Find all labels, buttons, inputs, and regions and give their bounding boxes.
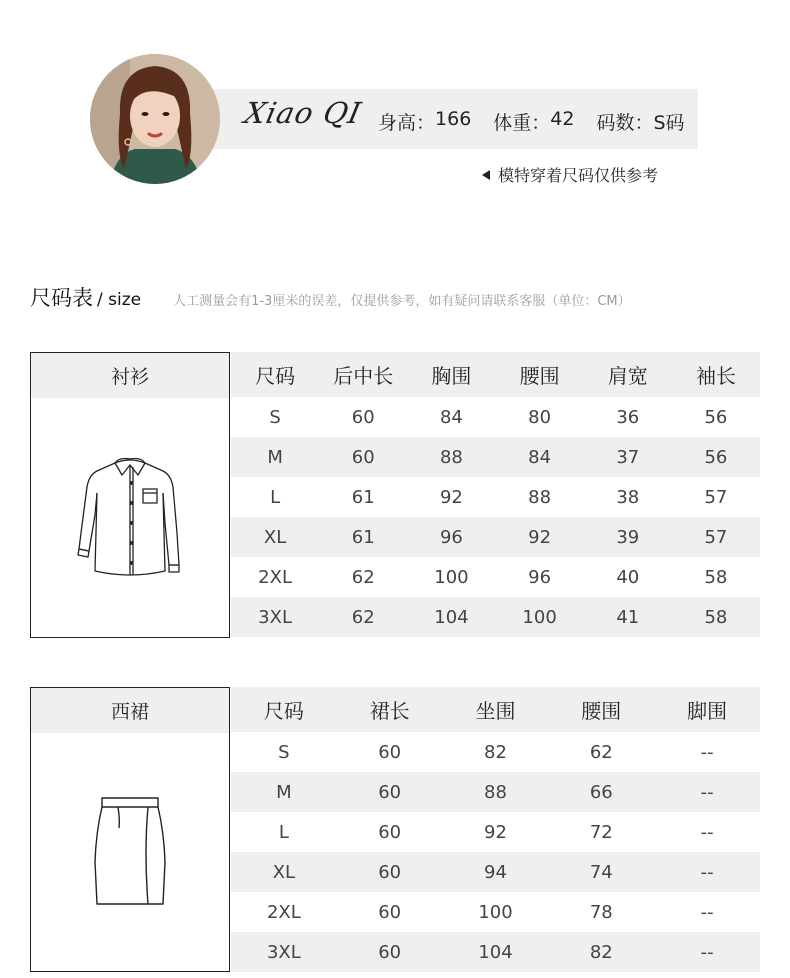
table-cell: 60	[351, 446, 375, 468]
table-row	[231, 597, 760, 637]
skirt-size-table	[231, 687, 760, 972]
table-cell: 2XL	[258, 566, 292, 588]
table-cell: 62	[589, 741, 613, 763]
table-cell: XL	[263, 526, 287, 548]
shirt-size-table	[231, 352, 760, 637]
skirt-card-title: 西裙	[31, 688, 229, 733]
size-hint: 人工测量会有1-3厘米的误差，仅提供参考，如有疑问请联系客服（单位：CM）	[173, 294, 631, 309]
table-cell: 92	[439, 486, 463, 508]
table-cell: L	[270, 486, 281, 508]
table-cell: 39	[616, 526, 640, 548]
table-cell: 60	[378, 901, 402, 923]
table-cell: 62	[351, 606, 375, 628]
table-row	[231, 892, 760, 932]
table-cell: 92	[528, 526, 552, 548]
table-cell: 56	[704, 406, 728, 428]
header-cell: 袖长	[695, 364, 736, 388]
table-row	[231, 397, 760, 437]
table-cell: 3XL	[258, 606, 292, 628]
table-cell: 92	[484, 821, 507, 843]
header-cell: 尺码	[263, 699, 304, 723]
table-cell: 62	[351, 566, 375, 588]
table-cell: 60	[378, 821, 402, 843]
header-cell: 后中长	[333, 364, 394, 388]
table-cell: 104	[478, 941, 513, 963]
stat-label: 体重：	[493, 112, 551, 134]
model-note	[482, 163, 658, 186]
header-cell: 胸围	[431, 364, 472, 388]
shirt-card-body	[31, 398, 229, 637]
skirt-icon	[90, 792, 170, 912]
table-cell: 104	[434, 606, 469, 628]
triangle-left-icon	[482, 170, 490, 180]
table-cell: 84	[439, 406, 463, 428]
table-cell: 61	[351, 526, 375, 548]
model-stats	[378, 108, 685, 135]
table-cell: 100	[434, 566, 469, 588]
model-stat-weight	[493, 108, 574, 135]
header-cell: 肩宽	[607, 364, 648, 388]
stat-label: 身高：	[378, 112, 436, 134]
table-cell: 96	[439, 526, 463, 548]
size-title-en: / size	[97, 290, 142, 310]
table-header-row	[231, 687, 760, 732]
table-cell: 56	[704, 446, 728, 468]
size-chart-title	[30, 282, 631, 312]
table-cell: 61	[351, 486, 375, 508]
table-cell: 38	[616, 486, 640, 508]
table-cell: M	[276, 781, 292, 803]
header-cell: 坐围	[475, 699, 516, 723]
shirt-card-title: 衬衫	[31, 353, 229, 398]
table-cell: 88	[484, 781, 507, 803]
table-cell: --	[700, 941, 714, 963]
table-cell: --	[700, 741, 714, 763]
table-cell: 96	[528, 566, 552, 588]
table-cell: 94	[484, 861, 507, 883]
table-cell: --	[700, 861, 714, 883]
header-cell: 脚围	[687, 699, 728, 723]
stat-label: 码数：	[596, 112, 654, 134]
table-cell: M	[267, 446, 283, 468]
shirt-card	[30, 352, 230, 638]
table-cell: 41	[616, 606, 640, 628]
table-cell: 60	[378, 861, 402, 883]
table-cell: 100	[522, 606, 557, 628]
header-cell: 裙长	[369, 699, 410, 723]
table-cell: L	[278, 821, 289, 843]
table-row	[231, 477, 760, 517]
table-cell: 60	[378, 941, 402, 963]
model-name: Xiao QI	[241, 96, 365, 130]
table-cell: 36	[616, 406, 640, 428]
table-cell: 60	[378, 781, 402, 803]
table-cell: 57	[704, 526, 728, 548]
table-row	[231, 772, 760, 812]
table-header-row	[231, 352, 760, 397]
stat-value: 42	[550, 108, 575, 130]
table-cell: 82	[589, 941, 613, 963]
table-cell: S	[278, 741, 290, 763]
table-cell: --	[700, 781, 714, 803]
table-cell: 58	[704, 566, 728, 588]
model-photo-icon	[90, 54, 220, 184]
table-cell: 100	[478, 901, 513, 923]
table-cell: 2XL	[266, 901, 301, 923]
table-cell: 60	[351, 406, 375, 428]
skirt-card	[30, 687, 230, 972]
skirt-card-body	[31, 733, 229, 971]
model-info	[0, 0, 790, 200]
size-title-cn: 尺码表	[30, 286, 93, 310]
table-cell: 72	[589, 821, 613, 843]
table-row	[231, 517, 760, 557]
table-cell: 57	[704, 486, 728, 508]
table-row	[231, 932, 760, 972]
table-cell: --	[700, 901, 714, 923]
stat-value: 166	[435, 108, 472, 130]
model-note-text: 模特穿着尺码仅供参考	[498, 166, 659, 185]
table-cell: 74	[589, 861, 613, 883]
table-cell: S	[269, 406, 281, 428]
table-cell: 3XL	[266, 941, 301, 963]
table-cell: 37	[616, 446, 640, 468]
table-cell: 66	[589, 781, 613, 803]
table-row	[231, 437, 760, 477]
header-cell: 尺码	[255, 364, 296, 388]
header-cell: 腰围	[519, 364, 560, 388]
header-cell: 腰围	[581, 699, 622, 723]
model-avatar	[90, 54, 220, 184]
table-row	[231, 812, 760, 852]
table-cell: 40	[616, 566, 640, 588]
model-stat-size	[596, 108, 684, 135]
table-cell: 88	[528, 486, 552, 508]
table-cell: 82	[484, 741, 507, 763]
table-row	[231, 852, 760, 892]
table-cell: 58	[704, 606, 728, 628]
table-cell: 88	[439, 446, 463, 468]
table-cell: XL	[272, 861, 296, 883]
table-row	[231, 557, 760, 597]
shirt-icon	[75, 453, 185, 583]
table-cell: 80	[528, 406, 552, 428]
table-cell: 84	[528, 446, 552, 468]
model-stat-height	[378, 108, 471, 135]
table-cell: 60	[378, 741, 402, 763]
stat-value: S码	[653, 112, 685, 134]
table-cell: --	[700, 821, 714, 843]
table-cell: 78	[589, 901, 613, 923]
table-row	[231, 732, 760, 772]
